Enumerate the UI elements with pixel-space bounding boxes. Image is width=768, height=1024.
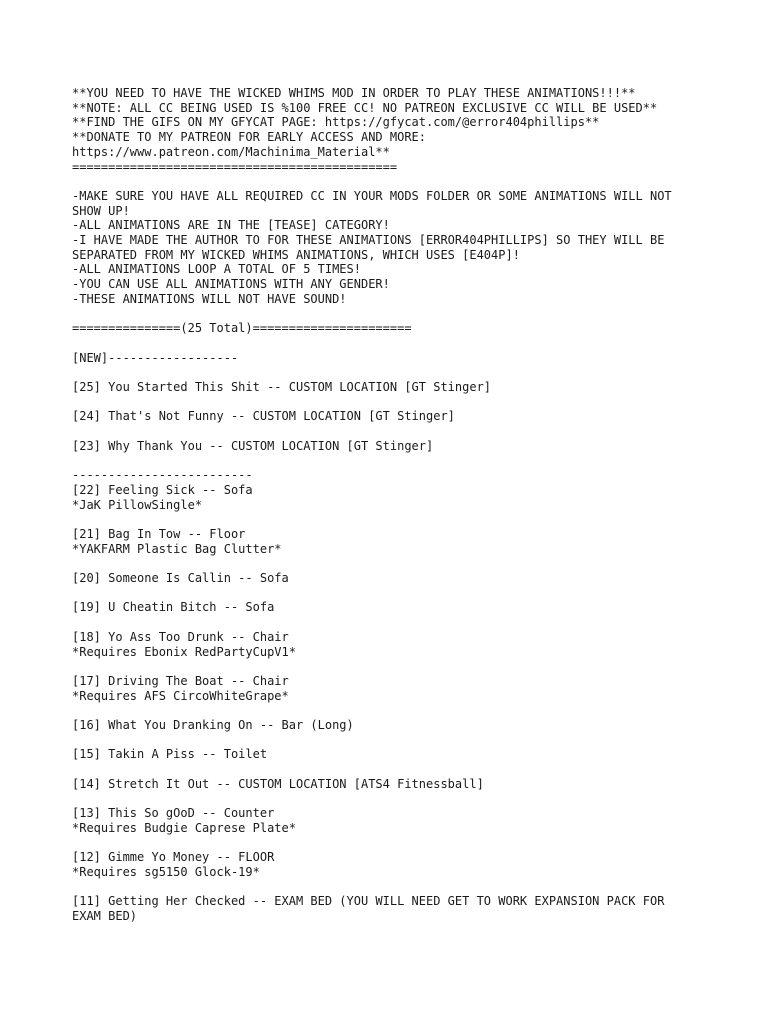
text-line: [15] Takin A Piss -- Toilet	[72, 747, 268, 762]
text-line	[72, 586, 712, 601]
text-line: [20] Someone Is Callin -- Sofa	[72, 571, 289, 586]
text-line: *JaK PillowSingle*	[72, 497, 203, 512]
text-line: [12] Gimme Yo Money -- FLOOR	[72, 850, 275, 865]
text-line	[72, 880, 712, 895]
text-line	[72, 365, 712, 380]
text-line: **DONATE TO MY PATREON FOR EARLY ACCESS AND MORE:	[72, 130, 427, 145]
text-line: [18] Yo Ass Too Drunk -- Chair	[72, 629, 289, 644]
text-line	[72, 703, 712, 718]
text-line: *Requires Budgie Caprese Plate*	[72, 820, 296, 835]
text-line: =============================================	[72, 159, 398, 174]
text-line: [NEW]------------------	[72, 350, 239, 365]
text-line: **NOTE: ALL CC BEING USED IS %100 FREE CC! NO PATREON EXCLUSIVE CC WILL BE USED**	[72, 100, 658, 115]
text-line	[72, 762, 712, 777]
text-line: [22] Feeling Sick -- Sofa	[72, 482, 253, 497]
text-line: [25] You Started This Shit -- CUSTOM LOCATION [GT Stinger]	[72, 380, 492, 394]
text-line	[72, 336, 712, 351]
text-line: [23] Why Thank You -- CUSTOM LOCATION [GT Stinger]	[72, 438, 434, 453]
text-line: -ALL ANIMATIONS ARE IN THE [TEASE] CATEGORY!	[72, 218, 390, 233]
text-line: SEPARATED FROM MY WICKED WHIMS ANIMATIONS, WHICH USES [E404P]!	[72, 247, 520, 262]
text-line	[72, 792, 712, 807]
text-line: [11] Getting Her Checked -- EXAM BED (YOU WILL NEED GET TO WORK EXPANSION PACK FOR	[72, 894, 665, 909]
text-line	[72, 395, 712, 410]
text-line: *YAKFARM Plastic Bag Clutter*	[72, 541, 282, 556]
text-line	[72, 659, 712, 674]
text-line: *Requires sg5150 Glock-19*	[72, 865, 260, 879]
text-line	[72, 174, 712, 189]
text-line: -ALL ANIMATIONS LOOP A TOTAL OF 5 TIMES!	[72, 262, 361, 277]
text-line: [17] Driving The Boat -- Chair	[72, 673, 289, 688]
text-line	[72, 512, 712, 527]
text-line	[72, 836, 712, 851]
text-line: **YOU NEED TO HAVE THE WICKED WHIMS MOD IN ORDER TO PLAY THESE ANIMATIONS!!!**	[72, 86, 636, 100]
text-line: -YOU CAN USE ALL ANIMATIONS WITH ANY GENDER!	[72, 277, 390, 292]
text-line	[72, 556, 712, 571]
text-line: EXAM BED)	[72, 909, 138, 924]
text-line	[72, 615, 712, 630]
text-line: [14] Stretch It Out -- CUSTOM LOCATION [ATS4 Fitnessball]	[72, 776, 484, 791]
text-line: [24] That's Not Funny -- CUSTOM LOCATION [GT Stinger]	[72, 409, 455, 424]
text-line: -------------------------	[72, 468, 253, 483]
text-line	[72, 424, 712, 439]
text-line: -MAKE SURE YOU HAVE ALL REQUIRED CC IN YOUR MODS FOLDER OR SOME ANIMATIONS WILL NOT	[72, 188, 672, 203]
text-line: -I HAVE MADE THE AUTHOR TO FOR THESE ANIMATIONS [ERROR404PHILLIPS] SO THEY WILL BE	[72, 233, 665, 248]
text-line: SHOW UP!	[72, 203, 130, 218]
text-line: [13] This So gOoD -- Counter	[72, 806, 275, 821]
text-line: *Requires AFS CircoWhiteGrape*	[72, 688, 289, 703]
text-line	[72, 453, 712, 468]
text-line: ===============(25 Total)======================	[72, 321, 412, 336]
text-line: [21] Bag In Tow -- Floor	[72, 526, 246, 541]
text-line: -THESE ANIMATIONS WILL NOT HAVE SOUND!	[72, 291, 347, 306]
document-page	[72, 86, 712, 924]
text-line	[72, 307, 712, 322]
text-line: *Requires Ebonix RedPartyCupV1*	[72, 644, 296, 659]
text-line: **FIND THE GIFS ON MY GFYCAT PAGE: https://gfycat.com/@error404phillips**	[72, 115, 600, 130]
text-line: [16] What You Dranking On -- Bar (Long)	[72, 718, 354, 733]
text-line	[72, 733, 712, 748]
text-line: https://www.patreon.com/Machinima_Material**	[72, 144, 390, 159]
text-line: [19] U Cheatin Bitch -- Sofa	[72, 600, 275, 615]
